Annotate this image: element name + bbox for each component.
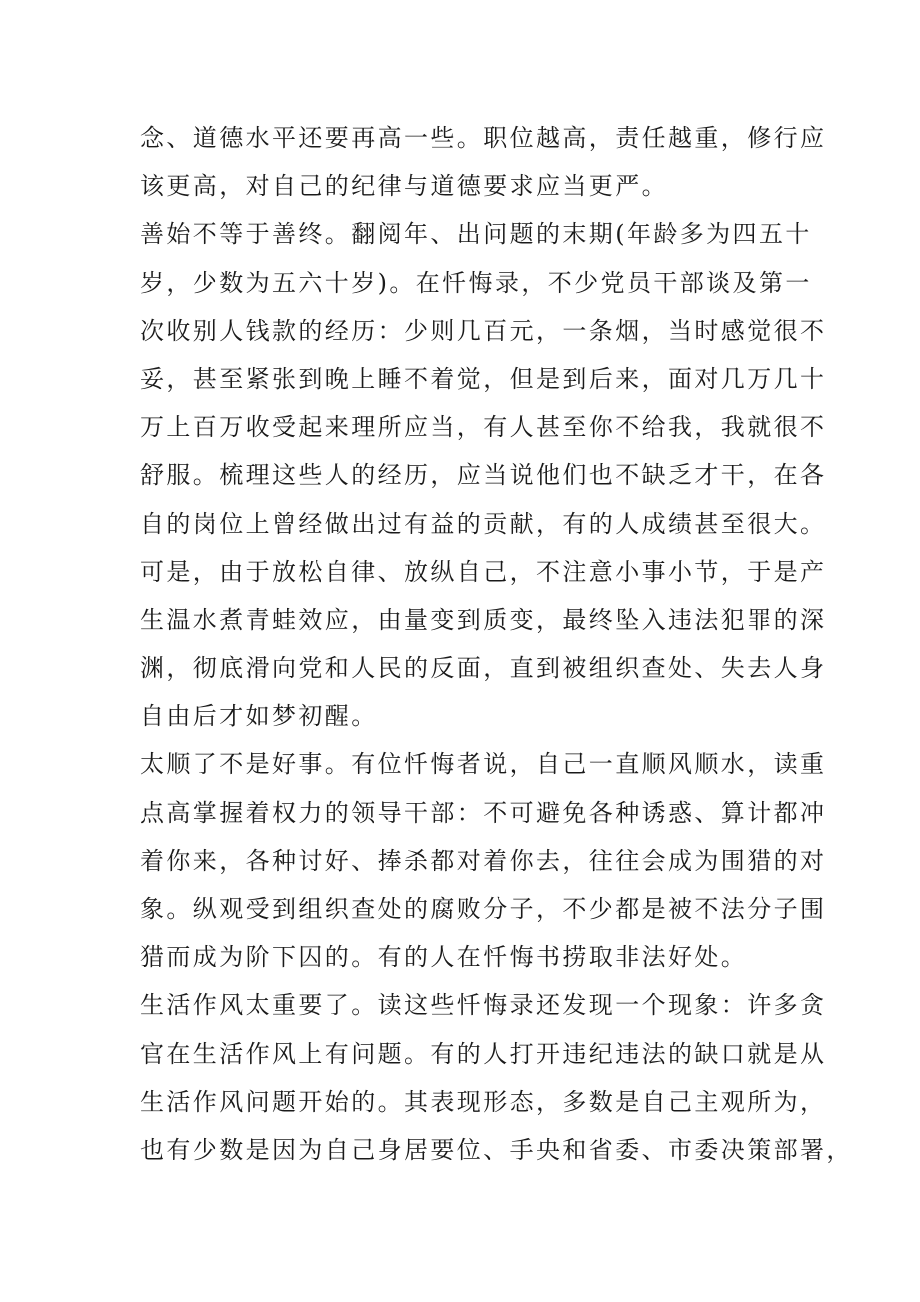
text-line: 官在生活作风上有问题。有的人打开违纪违法的缺口就是从: [140, 1039, 827, 1068]
text-line: 善始不等于善终。翻阅年、出问题的末期(年龄多为四五十: [140, 220, 812, 249]
text-line: 也有少数是因为自己身居要位、手央和省委、市委决策部署，: [140, 1135, 853, 1164]
text-line: 象。纵观受到组织查处的腐败分子，不少都是被不法分子围: [140, 895, 827, 923]
text-line: 可是，由于放松自律、放纵自己，不注意小事小节，于是产: [140, 557, 827, 586]
text-line: 次收别人钱款的经历：少则几百元，一条烟，当时感觉很不: [140, 316, 827, 345]
text-line: 点高掌握着权力的领导干部：不可避免各种诱惑、算计都冲: [140, 798, 827, 827]
text-line: 生活作风太重要了。读这些忏悔录还发现一个现象：许多贪: [140, 991, 827, 1020]
text-line: 念、道德水平还要再高一些。职位越高，责任越重，修行应: [140, 124, 827, 152]
text-line: 太顺了不是好事。有位忏悔者说，自己一直顺风顺水，读重: [140, 750, 827, 779]
text-line: 生温水煮青蛙效应，由量变到质变，最终坠入违法犯罪的深: [140, 605, 827, 634]
text-line: 妥，甚至紧张到晚上睡不着觉，但是到后来，面对几万几十: [140, 364, 827, 393]
text-line: 自由后才如梦初醒。: [140, 702, 378, 731]
text-line: 猎而成为阶下囚的。有的人在忏悔书捞取非法好处。: [140, 943, 748, 972]
text-line: 渊，彻底滑向党和人民的反面，直到被组织查处、失去人身: [140, 654, 827, 683]
text-line: 岁，少数为五六十岁)。在忏悔录，不少党员干部谈及第一: [140, 268, 812, 297]
text-line: 自的岗位上曾经做出过有益的贡献，有的人成绩甚至很大。: [140, 509, 827, 538]
text-line: 万上百万收受起来理所应当，有人甚至你不给我，我就很不: [140, 413, 827, 442]
document-body: [140, 114, 853, 1174]
text-line: 生活作风问题开始的。其表现形态，多数是自己主观所为，: [140, 1087, 827, 1116]
text-line: 舒服。梳理这些人的经历，应当说他们也不缺乏才干，在各: [140, 461, 827, 490]
text-line: 着你来，各种讨好、捧杀都对着你去，往往会成为围猎的对: [140, 846, 827, 875]
text-line: 该更高，对自己的纪律与道德要求应当更严。: [140, 172, 668, 201]
